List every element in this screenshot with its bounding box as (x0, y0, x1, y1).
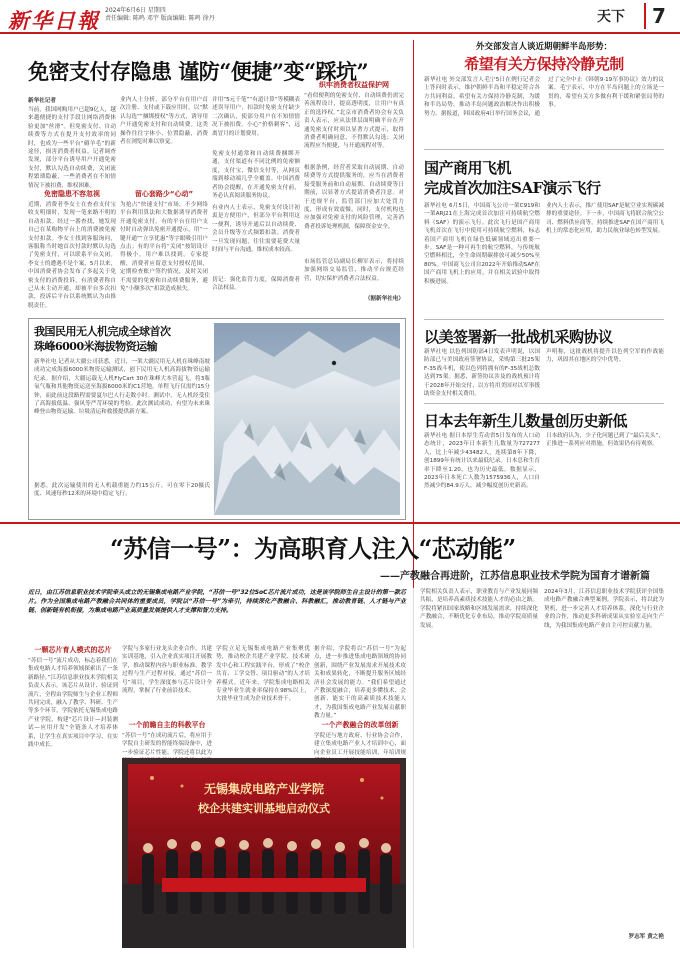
top-story-col4-text2: 根据条例，经营者采取自动展期、自动续费等方式提供服务的，应当在消费者接受服务前和自动展期、自动续费等日期前，以显著方式提请消费者注意。对于违规平台，监管部门应加大处罚力度，形成有效震慑。同时，支付机构也应加强对免密支付的风险管理，完善消费者投诉处理机制，保障资金安全。 (304, 165, 404, 230)
feature-col1 (28, 645, 118, 945)
top-story-col2 (120, 96, 208, 311)
date-line: 2024年6月6日 星期四 (105, 7, 166, 14)
drone-headline: 我国民用无人机完成全球首次 珠峰6000米海拔物资运输 (34, 325, 171, 353)
feature-col6-text: 2024年3月，江苏信息职业技术学院获评全国集成电路产教融合典型案例。学院表示，将以此为契机，进一步完善人才培养体系，深化与行业企业的合作，推动更多科研成果从实验室走向生产线，为我国集成电路产业自主可控贡献力量。 (544, 589, 664, 629)
feature-col5 (420, 588, 538, 948)
right-top-headline: 希望有关方保持冷静克制 (464, 55, 624, 73)
feature-col1-text: “苏信一号”流片成功，标志着我们在集成电路人才培养领域探索出了一条新路径。”江苏信息职业技术学院相关负责人表示。该芯片从设计、验证到流片，全程由学院师生与企业工程师共同完成，融入了教学、科研、生产等多个环节。学院依托无锡集成电路产业学院，构建“芯片设计—封装测试—应用开发”全链条人才培养体系，让学生在真实项目中学习、在实践中成长。 (28, 658, 118, 749)
top-story-col3 (212, 96, 300, 311)
f35-text2: 声明称，这批战机将提升以色列空军的作战能力，巩固其在地区的空中优势。 (546, 349, 664, 364)
top-story-col3-text4: 切记：强化监管力度，保障消费者合法权益。 (212, 277, 300, 292)
top-story-col3-text2: 免密支付通常和自动续费捆绑开通，支付渠道有不同比例的免密额度，支付宝、微信支付等，从网页端到移动端几乎全覆盖。中国消费者协会提醒，在开通免密支付前，务必认真阅读服务协议。 (212, 151, 300, 200)
birth-text: 新华社电 据日本厚生劳动省5日发布的人口动态统计，2023年日本新生儿数量为727277人，比上年减少43482人，连续第8年下降，创1899年有统计以来最低纪录。日本总和生育率下降至1.20，也为历史最低。数据显示，2023年日本死亡人数为1575936人，人口自然减少约84.9万人，减少幅度创历史新高。 (424, 433, 540, 490)
masthead (0, 0, 680, 34)
feature-col1-subhead: 一颗芯片育人模式的芯片 (34, 646, 112, 654)
top-story-col3-text3: 有业内人士表示，免密支付设计初衷是方便用户，但部分平台利用这一便利，诱导开通后以自动续费、会员升级等方式频繁扣款。消费者一旦发现问题，往往需要花费大量时间与平台沟通，维权成本较高。 (212, 205, 300, 254)
top-story-col4-subhead: 织牢消费者权益保护网 (319, 81, 389, 89)
saf-text: 新华社电 6月5日，中国商飞公司一架C919和一架ARJ21在上海完成首次加注可持续航空燃料（SAF）的演示飞行。此次飞行是国产商用飞机首次在飞行中使用可持续航空燃料，标志着国产商用飞机在绿色低碳领域迈出重要一步。SAF是一种可再生的航空燃料，与传统航空燃料相比，全生命周期碳排放可减少50%至80%。中国商飞公司自2022年开始推动SAF在国产商用飞机上的应用，并在相关试验中取得积极进展。 (424, 203, 540, 285)
feature-col5-text: 学院相关负责人表示，职业教育与产业发展同频共振，是培养高素质技术技能人才的必由之路。学院将紧扣国家战略和区域发展需求，持续深化产教融合，不断优化专业布局，推动学院高质量发展。 (420, 589, 538, 629)
top-story-col1-text2: 近期，消费者李女士在查看支付宝收支明细时，发现一笔来路不明的自动扣款。经过一番查找，她发现自己在某购物平台上的消费被免密支付扣款。李女士找到客服询问，客服称当时她首次付款时默认勾选了免密支付，可以联系平台关闭。李女士的遭遇不是个案，5月以来，中国消费者协会发布了多起关于免密支付的消费投诉，有消费者称自己从未主动开通，却被平台多次扣款，投诉后平台以系统默认为由推脱责任。 (28, 202, 116, 309)
top-story-col1-subhead: 免密隐患不容忽视 (44, 190, 100, 198)
section-name: 天下 (597, 9, 625, 25)
feature-col3 (216, 645, 310, 753)
feature-headline: “苏信一号”：为高职育人注入“芯动能” (110, 534, 516, 563)
drone-photo (214, 323, 400, 515)
top-story-col1-text: 当前，我国网购用户已超9亿人，越来越便捷的支付手段让网络消费体验更加“丝滑”。但免密支付、自动续费等方式在提升支付效率的同时，也成为一些平台“薅羊毛”的新途径，损害消费者权益。记者调查发现，部分平台诱导用户开通免密支付，默认勾选自动续费，关闭流程繁琐隐蔽，一些消费者在不知情情况下被扣费，维权困难。 (28, 107, 116, 189)
drone-dot (332, 361, 336, 365)
feature-column-divider (413, 588, 414, 948)
top-story-col2-text: 业内人士分析，部分平台在用户首次注册、支付或下载应用时，以“默认勾选”“捆绑授权”等方式，诱导用户开通免密支付和自动续费。这类操作往往字体小、位置隐蔽，消费者在浏览时难以察觉。 (120, 97, 208, 146)
top-story-source: 新华社记者 (28, 98, 56, 104)
feature-col2-subhead: 一个前瞻自主的科教平台 (128, 721, 206, 729)
birth-headline: 日本去年新生儿数量创历史新低 (424, 412, 628, 430)
f35-headline: 以美签署新一批战机采购协议 (424, 328, 613, 346)
column-divider (413, 40, 414, 600)
feature-byline: 罗志军 黄之艳 (628, 934, 664, 940)
feature-col2-text: 学院与多家行业龙头企业合作，共建实训基地，引入企业真实项目开展教学，推动课程内容与职业标准、教学过程与生产过程对接。通过“苏信一号”项目，学生深度参与芯片设计全流程，掌握了行业前沿技术。 (122, 646, 212, 695)
birth-text2: 日本政府认为，少子化问题已到了“最后关头”，正推进一系列应对措施，但效果仍有待观察。 (546, 433, 664, 448)
feature-top-rule (0, 522, 680, 524)
feature-col4-text2: 学院还与地方政府、行业协会合作，建立集成电路产业人才培训中心，面向企业员工开展技能培训，年培训规 (314, 733, 406, 756)
saf-text2: 业内人士表示，推广使用SAF是航空业实现碳减排的重要途径。下一步，中国商飞将联合航空公司、燃料供应商等，持续推进SAF在国产商用飞机上的常态化应用，助力民航业绿色转型发展。 (546, 203, 664, 235)
feature-col4-subhead: 一个产教融合的改革创新 (321, 721, 399, 729)
divider (424, 403, 664, 404)
top-story-col2-subhead: 留心套路少“心动” (134, 190, 194, 198)
newspaper-logo: 新华日報 (8, 8, 100, 33)
editor-line: 责任编辑: 陈鸣 邓宇 版面编辑: 陈鸣 徐丹 (105, 15, 215, 22)
right-top-text: 新华社电 外交部发言人毛宁5日在例行记者会上答问时表示，维护朝鲜半岛和平稳定符合各方共同利益。希望有关方保持冷静克制，为缓和半岛局势、推动半岛问题政治解决作出积极努力。据报道，韩国政府4日举行国务会议，通过了完全中止《韩朝9·19军事协议》效力的议案。毛宁表示，中方在半岛问题上的立场是一贯的，希望有关方多做有利于缓和紧张局势的事。 (424, 77, 664, 117)
top-story-col4-text3: 市场监管总局副局长柳军表示，将持续加强网络交易监管，推动平台规范经营，切实保护消费者合法权益。 (304, 259, 404, 282)
feature-col2 (122, 645, 212, 756)
saf-headline: 国产商用飞机 完成首次加注SAF演示飞行 (424, 159, 601, 197)
feature-col2-text2: “苏信一号”在成功流片后，将应用于学院自主研发的智能终端设备中，进一步验证芯片性能。学院还将以此为 (122, 733, 212, 756)
drone-text2: 据悉，此次运输使用的无人机载重能力约15公斤，可在零下20摄氏度、风速每秒12米的环境中稳定飞行。 (34, 483, 210, 498)
page-number: 7 (644, 3, 674, 29)
ceremony-banner-line2: 校企共建实训基地启动仪式 (198, 802, 330, 815)
ceremony-photo (122, 758, 406, 948)
top-story-col1 (28, 96, 116, 311)
top-story-col3-text: 并用“5元千笔”“有道计算”等模糊表述误导用户，扣款时免密支付缺少二次确认，使部分用户在不知情情况下被扣费。小心“价格刺客”，远离冒月的计划费用。 (212, 97, 300, 137)
divider (424, 319, 664, 320)
top-story-col2-text2: 为抢占“快速支付”市场，不少网络平台利用算法和大数据诱导消费者开通免密支付。有的平台在用户支付时自动弹出免密开通提示，用“一键开通”“立享优惠”等字眼吸引用户点击；有的平台将“关闭”按钮设计得极小，用户难以找到。专家提醒，消费者应留意支付授权范围，定期检查账户签约情况，及时关闭不需要的免密和自动续费服务，避免“小额多次”扣款造成损失。 (120, 202, 208, 293)
issue-info (105, 7, 285, 23)
ceremony-banner-line1: 无锡集成电路产业学院 (203, 782, 324, 796)
feature-col6 (544, 588, 664, 948)
feature-col4 (314, 645, 406, 756)
feature-subhead: ——产教融合再进阶，江苏信息职业技术学院为国育才谱新篇 (380, 571, 650, 582)
top-story-col4-byline: （据新华社电） (364, 296, 404, 302)
divider (424, 149, 664, 150)
top-story-col4-text: “看似便利的免密支付、自动续费仍需完善流程设计，提高透明度，让用户有真正的选择权。”北京市消费者协会有关负责人表示，应从法律层面明确平台在开通免密支付时须以显著方式提示，取得消费者明确同意，不得默认勾选；关闭流程应当便捷，与开通流程对等。 (304, 93, 404, 150)
feature-intro: 近日，由江苏信息职业技术学院牵头成立的无锡集成电路产业学院，“苏信一号”32位SoC芯片流片成功，这是该学院师生自主设计的第一款芯片。作为全国集成电路产教融合共同体的重要成员，学院以“苏信一号”为牵引，持续深化产教融合、科教融汇，推动教育链、人才链与产业链、创新链有机衔接，为集成电路产业高质量发展提供人才支撑和智力支持。 (28, 589, 406, 614)
feature-col4-text: 据介绍，学院将以“苏信一号”为起点，进一步推进集成电路领域的协同创新，围绕产业发展需求开展技术攻关和成果转化，不断提升服务区域经济社会发展的能力。“我们希望通过产教深度融合，培养更多懂技术、会创新、能实干的高素质技术技能人才，为我国集成电路产业发展贡献职教力量。” (314, 646, 406, 720)
glacier-photo-image (214, 323, 400, 515)
drone-text: 新华社电 记者从大疆公司获悉，近日，一架大疆民用无人机在珠峰南坡成功完成海拔6000米物资运输测试，创下民用无人机高海拔物资运输纪录。据介绍，大疆运载无人机FlyCart 30在珠峰大本营起飞，将3瓶氧气瓶和其他物资运送至海拔6000米的C1营地，单程飞行仅需约15分钟，而此前这段路程需要夏尔巴人行走数小时。测试中，无人机经受住了高海拔低温、强风等严苛环境的考验。此次测试成功，有望为未来珠峰登山物资运输、垃圾清运和救援提供新方案。 (34, 359, 210, 416)
top-story-col4 (304, 80, 404, 312)
f35-text: 新华社电 以色列国防部4日发表声明说，以国防部已与美国政府签署协议，采购第三批25架F-35战斗机，使以色列将拥有的F-35战机总数达到75架。据悉，新签协议涉及的战机预计将于2028年开始交付，以方将用美国对以军事援助资金支付相关费用。 (424, 349, 540, 398)
right-top-kicker: 外交部发言人谈近期朝鲜半岛形势： (475, 42, 612, 52)
feature-col3-text: 学院立足无锡集成电路产业集聚优势，推动校企共建产业学院、技术研发中心和工程实践平台，形成了“校企共育、工学交替、项目驱动”的人才培养模式。近年来，学院集成电路相关专业毕业生就业率保持在98%以上，大批毕业生成为企业技术骨干。 (216, 646, 310, 703)
top-story-headline: 免密支付存隐患 谨防“便捷”变“踩坑” (28, 59, 369, 84)
